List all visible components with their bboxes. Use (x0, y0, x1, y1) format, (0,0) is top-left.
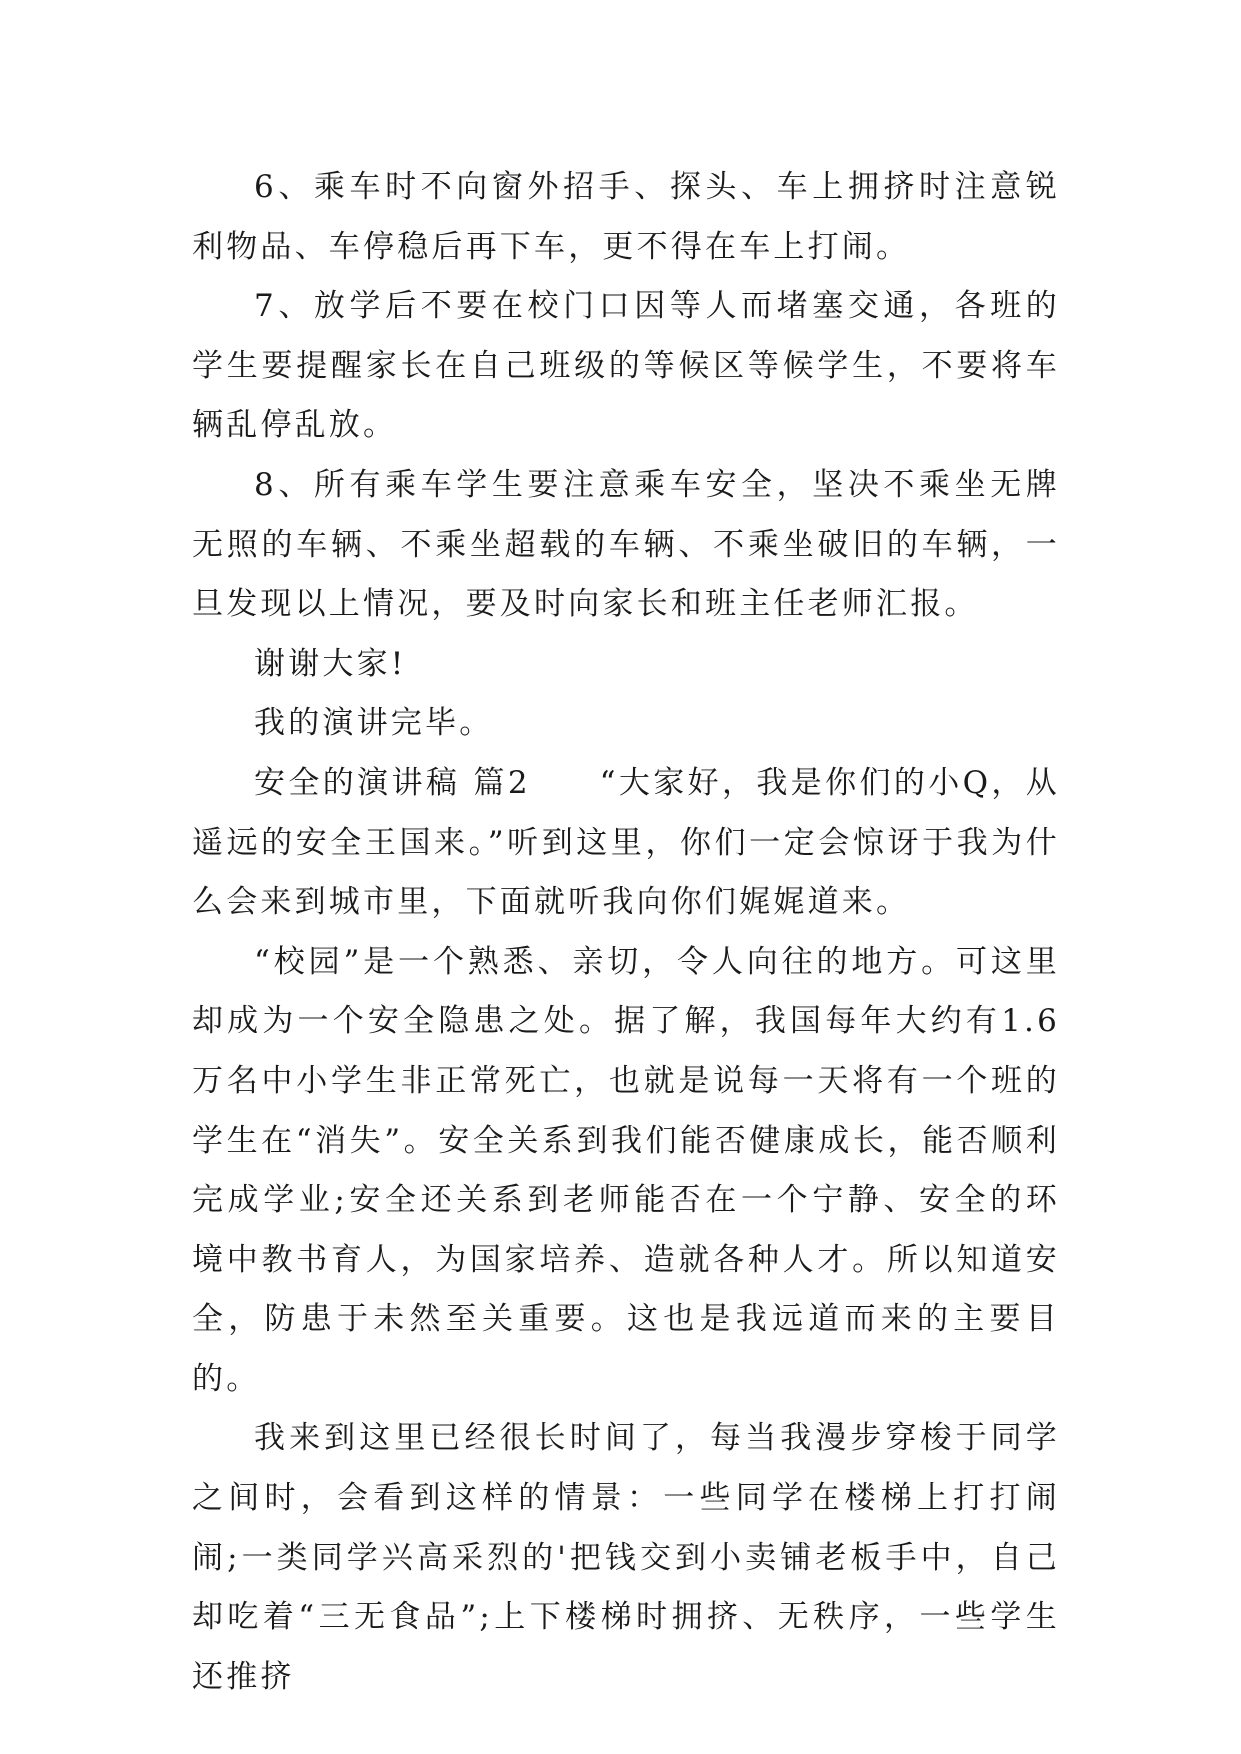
document-body (192, 158, 1060, 1707)
paragraph-campus: “校园”是一个熟悉、亲切，令人向往的地方。可这里却成为一个安全隐患之处。据了解，我国每年大约有1.6万名中小学生非正常死亡，也就是说每一天将有一个班的学生在“消失”。安全关系到我们能否健康成长，能否顺利完成学业;安全还关系到老师能否在一个宁静、安全的环境中教书育人，为国家培养、造就各种人才。所以知道安全，防患于未然至关重要。这也是我远道而来的主要目的。 (192, 943, 1060, 1397)
paragraph-rule-6: 6、乘车时不向窗外招手、探头、车上拥挤时注意锐利物品、车停稳后再下车，更不得在车上打闹。 (192, 169, 1060, 265)
paragraph-observations: 我来到这里已经很长时间了，每当我漫步穿梭于同学之间时，会看到这样的情景：一些同学在楼梯上打打闹闹;一类同学兴高采烈的'把钱交到小卖铺老板手中，自己却吃着“三无食品”;上下楼梯时拥挤、无秩序，一些学生还推挤 (192, 1420, 1060, 1695)
paragraph-thanks: 谢谢大家! (254, 645, 407, 682)
paragraph-rule-7: 7、放学后不要在校门口因等人而堵塞交通，各班的学生要提醒家长在自己班级的等候区等候学生，不要将车辆乱停乱放。 (192, 288, 1060, 444)
paragraph-speech-2-intro: 安全的演讲稿 篇2 “大家好，我是你们的小Q，从遥远的安全王国来。”听到这里，你们一定会惊讶于我为什么会来到城市里，下面就听我向你们娓娓道来。 (192, 764, 1060, 921)
paragraph-rule-8: 8、所有乘车学生要注意乘车安全，坚决不乘坐无牌无照的车辆、不乘坐超载的车辆、不乘坐破旧的车辆，一旦发现以上情况，要及时向家长和班主任老师汇报。 (192, 466, 1060, 623)
paragraph-closing: 我的演讲完毕。 (254, 705, 494, 742)
